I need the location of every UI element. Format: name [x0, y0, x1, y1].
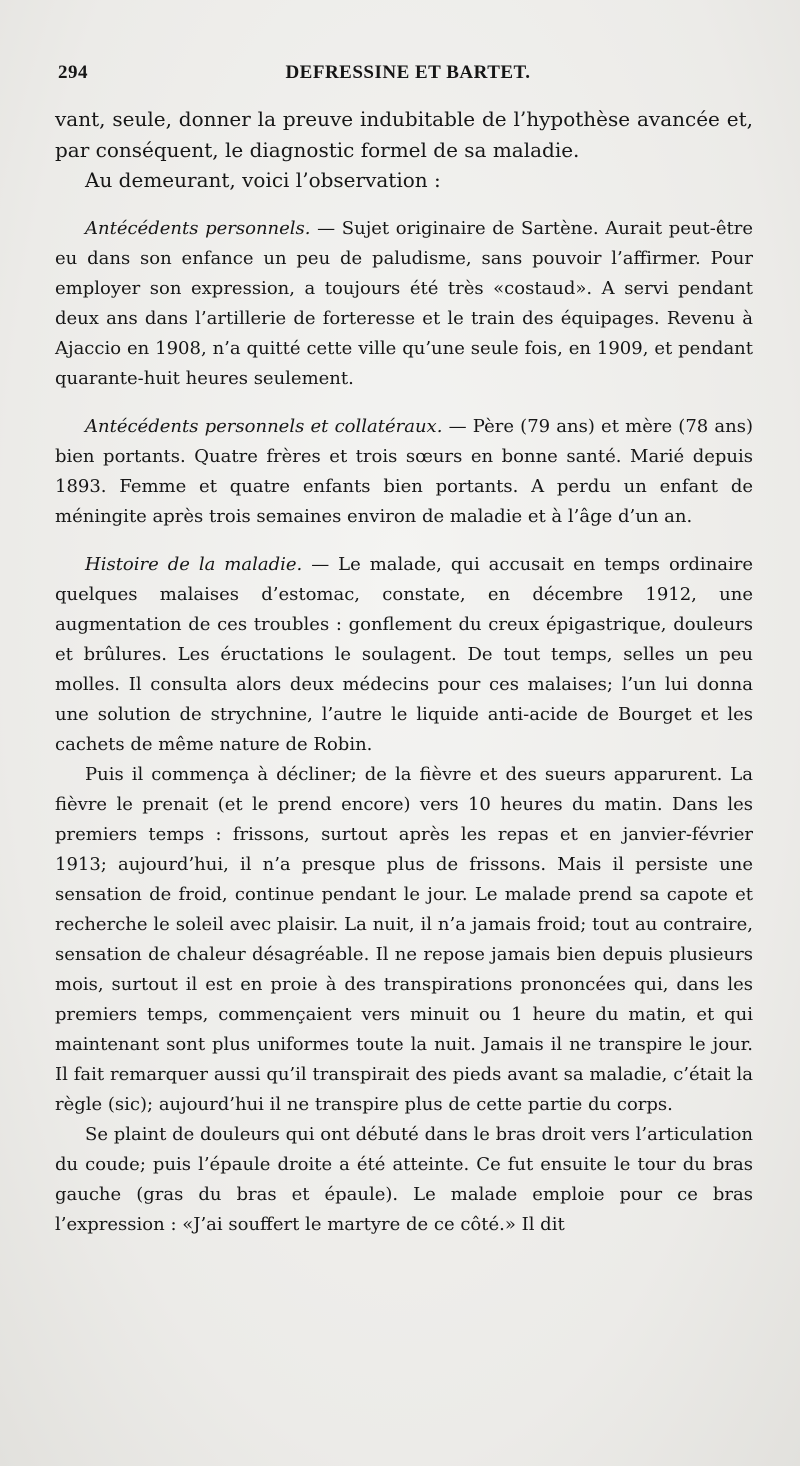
- paragraph-douleurs: [55, 1120, 753, 1240]
- paragraph-fievre: [55, 760, 753, 1120]
- paragraph-continuation: [55, 104, 753, 165]
- paragraph-text: Au demeurant, voici l’observation :: [85, 168, 441, 192]
- section-antecedents-personnels: [55, 214, 753, 394]
- section-heading: Antécédents personnels et collatéraux.: [85, 415, 443, 437]
- running-header: [58, 62, 758, 90]
- paragraph-text: Se plaint de douleurs qui ont débuté dans le bras droit vers l’articulation du coude; puis l’épaule droite a été atteinte. Ce fut ensuite le tour du bras gauche (gras du bras et épaule). Le malade emploie pour ce bras l’expression : «J’ai souffert le martyre de ce côté.» Il dit: [55, 1123, 753, 1235]
- section-antecedents-collateraux: [55, 412, 753, 532]
- paragraph-text: — Père (79 ans) et mère (78 ans) bien portants. Quatre frères et trois sœurs en bonne santé. Marié depuis 1893. Femme et quatre enfants bien portants. A perdu un enfant de méningite après trois semaines environ de maladie et à l’âge d’un an.: [55, 415, 753, 527]
- paragraph-text: Puis il commença à décliner; de la fièvre et des sueurs apparurent. La fièvre le prenait (et le prend encore) vers 10 heures du matin. Dans les premiers temps : frissons, surtout après les repas et en janvier-février 1913; aujourd’hui, il n’a presque plus de frissons. Mais il persiste une sensation de froid, continue pendant le jour. Le malade prend sa capote et recherche le soleil avec plaisir. La nuit, il n’a jamais froid; tout au contraire, sensation de chaleur désagréable. Il ne repose jamais bien depuis plusieurs mois, surtout il est en proie à des transpirations prononcées qui, dans les premiers temps, commençaient vers minuit ou 1 heure du matin, et qui maintenant sont plus uniformes toute la nuit. Jamais il ne transpire le jour. Il fait remarquer aussi qu’il transpirait des pieds avant sa maladie, c’était la règle (sic); aujourd’hui il ne transpire plus de cette partie du corps.: [55, 763, 753, 1115]
- paragraph-text: — Le malade, qui accusait en temps ordinaire quelques malaises d’estomac, constate, en décembre 1912, une augmentation de ces troubles : gonflement du creux épigastrique, douleurs et brûlures. Les éructations le soulagent. De tout temps, selles un peu molles. Il consulta alors deux médecins pour ces malaises; l’un lui donna une solution de strychnine, l’autre le liquide anti-acide de Bourget et les cachets de même nature de Robin.: [55, 553, 754, 755]
- body-text: [55, 104, 753, 1240]
- paragraph-intro: [55, 165, 753, 196]
- page-number: 294: [58, 62, 88, 83]
- paragraph-text: vant, seule, donner la preuve indubitable de l’hypothèse avancée et, par conséquent, le diagnostic formel de sa maladie.: [55, 107, 753, 162]
- running-title: DEFRESSINE ET BARTET.: [285, 62, 531, 83]
- section-heading: Histoire de la maladie.: [85, 553, 303, 575]
- section-histoire-maladie: [55, 550, 753, 760]
- section-heading: Antécédents personnels.: [85, 217, 311, 239]
- paragraph-text: — Sujet originaire de Sartène. Aurait peut-être eu dans son enfance un peu de paludisme, sans pouvoir l’affirmer. Pour employer son expression, a toujours été très «costaud». A servi pendant deux ans dans l’artillerie de forteresse et le train des équipages. Revenu à Ajaccio en 1908, n’a quitté cette ville qu’une seule fois, en 1909, et pendant quarante-huit heures seulement.: [55, 217, 753, 389]
